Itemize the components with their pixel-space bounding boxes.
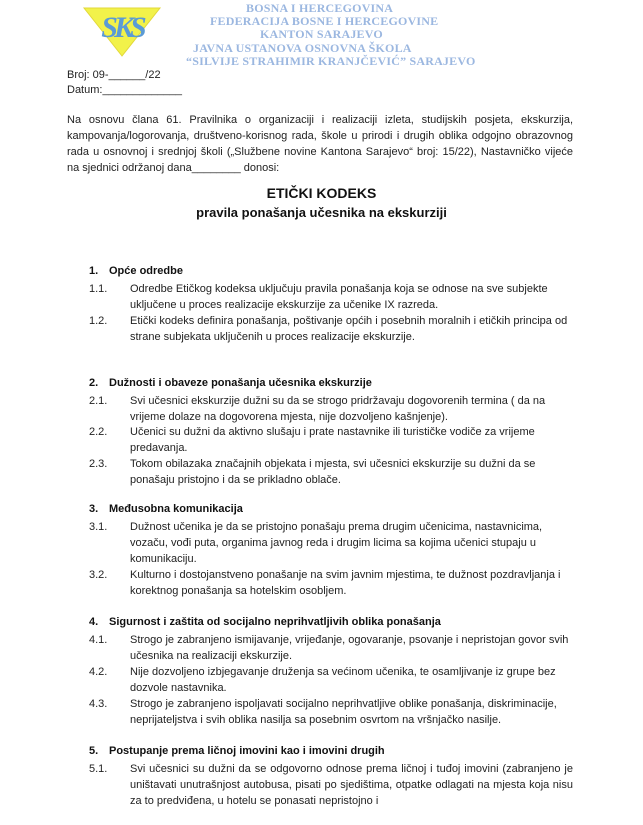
- section-number: 1.: [89, 265, 99, 277]
- section-number: 2.: [89, 377, 99, 389]
- section-title: Postupanje prema ličnoj imovini kao i imovini drugih: [109, 745, 385, 757]
- clause-number: 3.1.: [89, 521, 108, 533]
- section-heading-2: [89, 377, 372, 389]
- header-federation: FEDERACIJA BOSNE I HERCEGOVINE: [210, 14, 439, 28]
- header-institution: JAVNA USTANOVA OSNOVNA ŠKOLA: [193, 41, 412, 55]
- clause-2-1: [89, 393, 573, 425]
- section-title: Sigurnost i zaštita od socijalno neprihvatljivih oblika ponašanja: [109, 616, 441, 628]
- header-canton: KANTON SARAJEVO: [260, 27, 383, 41]
- document-title: ETIČKI KODEKS: [266, 185, 377, 201]
- intro-paragraph: Na osnovu člana 61. Pravilnika o organizaciji i realizaciji izleta, studijskih posjeta, ekskurzija, kampovanja/logorovanja, društveno-korisnog rada, škole u prirodi i drugih oblika odgojno obrazovnog rada u osnovnoj i srednjoj školi („Službene novine Kantona Sarajevo“ broj: 15/22), Nastavničko vijeće na sjednici održanoj dana________ donosi:: [67, 114, 573, 174]
- clause-2-2: [89, 424, 573, 456]
- document-number: Broj: 09-______/22: [67, 69, 161, 81]
- clause-text: Strogo je zabranjeno ispoljavati socijalno neprihvatljive oblike ponašanja, diskriminacije, neprijateljstva i svih oblika nasilja sa posebnim osvrtom na vršnjačko nasilje.: [130, 698, 557, 726]
- section-heading-5: [89, 745, 385, 757]
- clause-number: 1.1.: [89, 283, 108, 295]
- section-heading-3: [89, 503, 243, 515]
- section-title: Opće odredbe: [109, 265, 183, 277]
- header-country: BOSNA I HERCEGOVINA: [246, 1, 394, 15]
- document-date: Datum:_____________: [67, 84, 182, 96]
- clause-number: 4.3.: [89, 698, 108, 710]
- clause-text: Učenici su dužni da aktivno slušaju i prate nastavnike ili turističke vodiče za vrijeme predavanja.: [130, 426, 535, 454]
- clause-text: Nije dozvoljeno izbjegavanje druženja sa većinom učenika, te osamljivanje iz grupe bez dozvole nastavnika.: [130, 666, 556, 694]
- section-title: Dužnosti i obaveze ponašanja učesnika ekskurzije: [109, 377, 372, 389]
- section-number: 4.: [89, 616, 99, 628]
- clause-4-3: [89, 696, 573, 728]
- clause-number: 4.2.: [89, 666, 108, 678]
- section-number: 3.: [89, 503, 99, 515]
- clause-number: 1.2.: [89, 315, 108, 327]
- clause-2-3: [89, 456, 573, 488]
- clause-number: 2.1.: [89, 395, 108, 407]
- school-logo: [82, 6, 162, 58]
- header-school-name: “SILVIJE STRAHIMIR KRANJČEVIĆ” SARAJEVO: [186, 54, 476, 68]
- section-heading-4: [89, 616, 441, 628]
- clause-text: Dužnost učenika je da se pristojno ponašaju prema drugim učenicima, nastavnicima, vozaču, vođi puta, organima javnog reda i drugim licima sa kojima učenici stupaju u komunikaciju.: [130, 521, 543, 565]
- clause-number: 4.1.: [89, 634, 108, 646]
- clause-text: Svi učesnici ekskurzije dužni su da se strogo pridržavaju dogovorenih termina ( da na vrijeme dolaze na dogovorena mjesta, nije dozvoljeno kašnjenje).: [130, 395, 546, 423]
- section-heading-1: [89, 265, 183, 277]
- clause-text: Strogo je zabranjeno ismijavanje, vrijeđanje, ogovaranje, psovanje i nepristojan govor svih učesnika na realizaciji ekskurzije.: [130, 634, 569, 662]
- clause-text: Tokom obilazaka značajnih objekata i mjesta, svi učesnici ekskurzije su dužni da se ponašaju pristojno i da se prikladno oblače.: [130, 458, 536, 486]
- clause-5-1: [89, 761, 573, 809]
- clause-text: Svi učesnici su dužni da se odgovorno odnose prema ličnoj i tuđoj imovini (zabranjeno je uništavati unutrašnjost autobusa, pisati po sjedištima, otpatke odlagati na mjesta koja nisu za to predviđena, u hotelu se ponasati nepristojno i: [130, 763, 573, 807]
- logo-letters: SKS: [101, 11, 143, 44]
- clause-number: 2.2.: [89, 426, 108, 438]
- section-title: Međusobna komunikacija: [109, 503, 243, 515]
- clause-text: Odredbe Etičkog kodeksa uključuju pravila ponašanja koja se odnose na sve subjekte uključene u proces realizacije ekskurzije za učenike IX razreda.: [130, 283, 548, 311]
- clause-3-2: [89, 567, 573, 599]
- clause-number: 2.3.: [89, 458, 108, 470]
- document-subtitle: pravila ponašanja učesnika na ekskurziji: [196, 205, 447, 220]
- clause-4-2: [89, 664, 573, 696]
- clause-number: 5.1.: [89, 763, 108, 775]
- clause-text: Kulturno i dostojanstveno ponašanje na svim javnim mjestima, te dužnost pozdravljanja i korektnog ponašanja sa hotelskim osobljem.: [130, 569, 561, 597]
- clause-number: 3.2.: [89, 569, 108, 581]
- clause-4-1: [89, 632, 573, 664]
- clause-1-1: [89, 281, 573, 313]
- section-number: 5.: [89, 745, 99, 757]
- clause-3-1: [89, 519, 573, 567]
- clause-1-2: [89, 313, 573, 345]
- clause-text: Etički kodeks definira ponašanja, poštivanje općih i posebnih moralnih i etičkih principa od strane subjekata uključenih u proces realizacije ekskurzije.: [130, 315, 568, 343]
